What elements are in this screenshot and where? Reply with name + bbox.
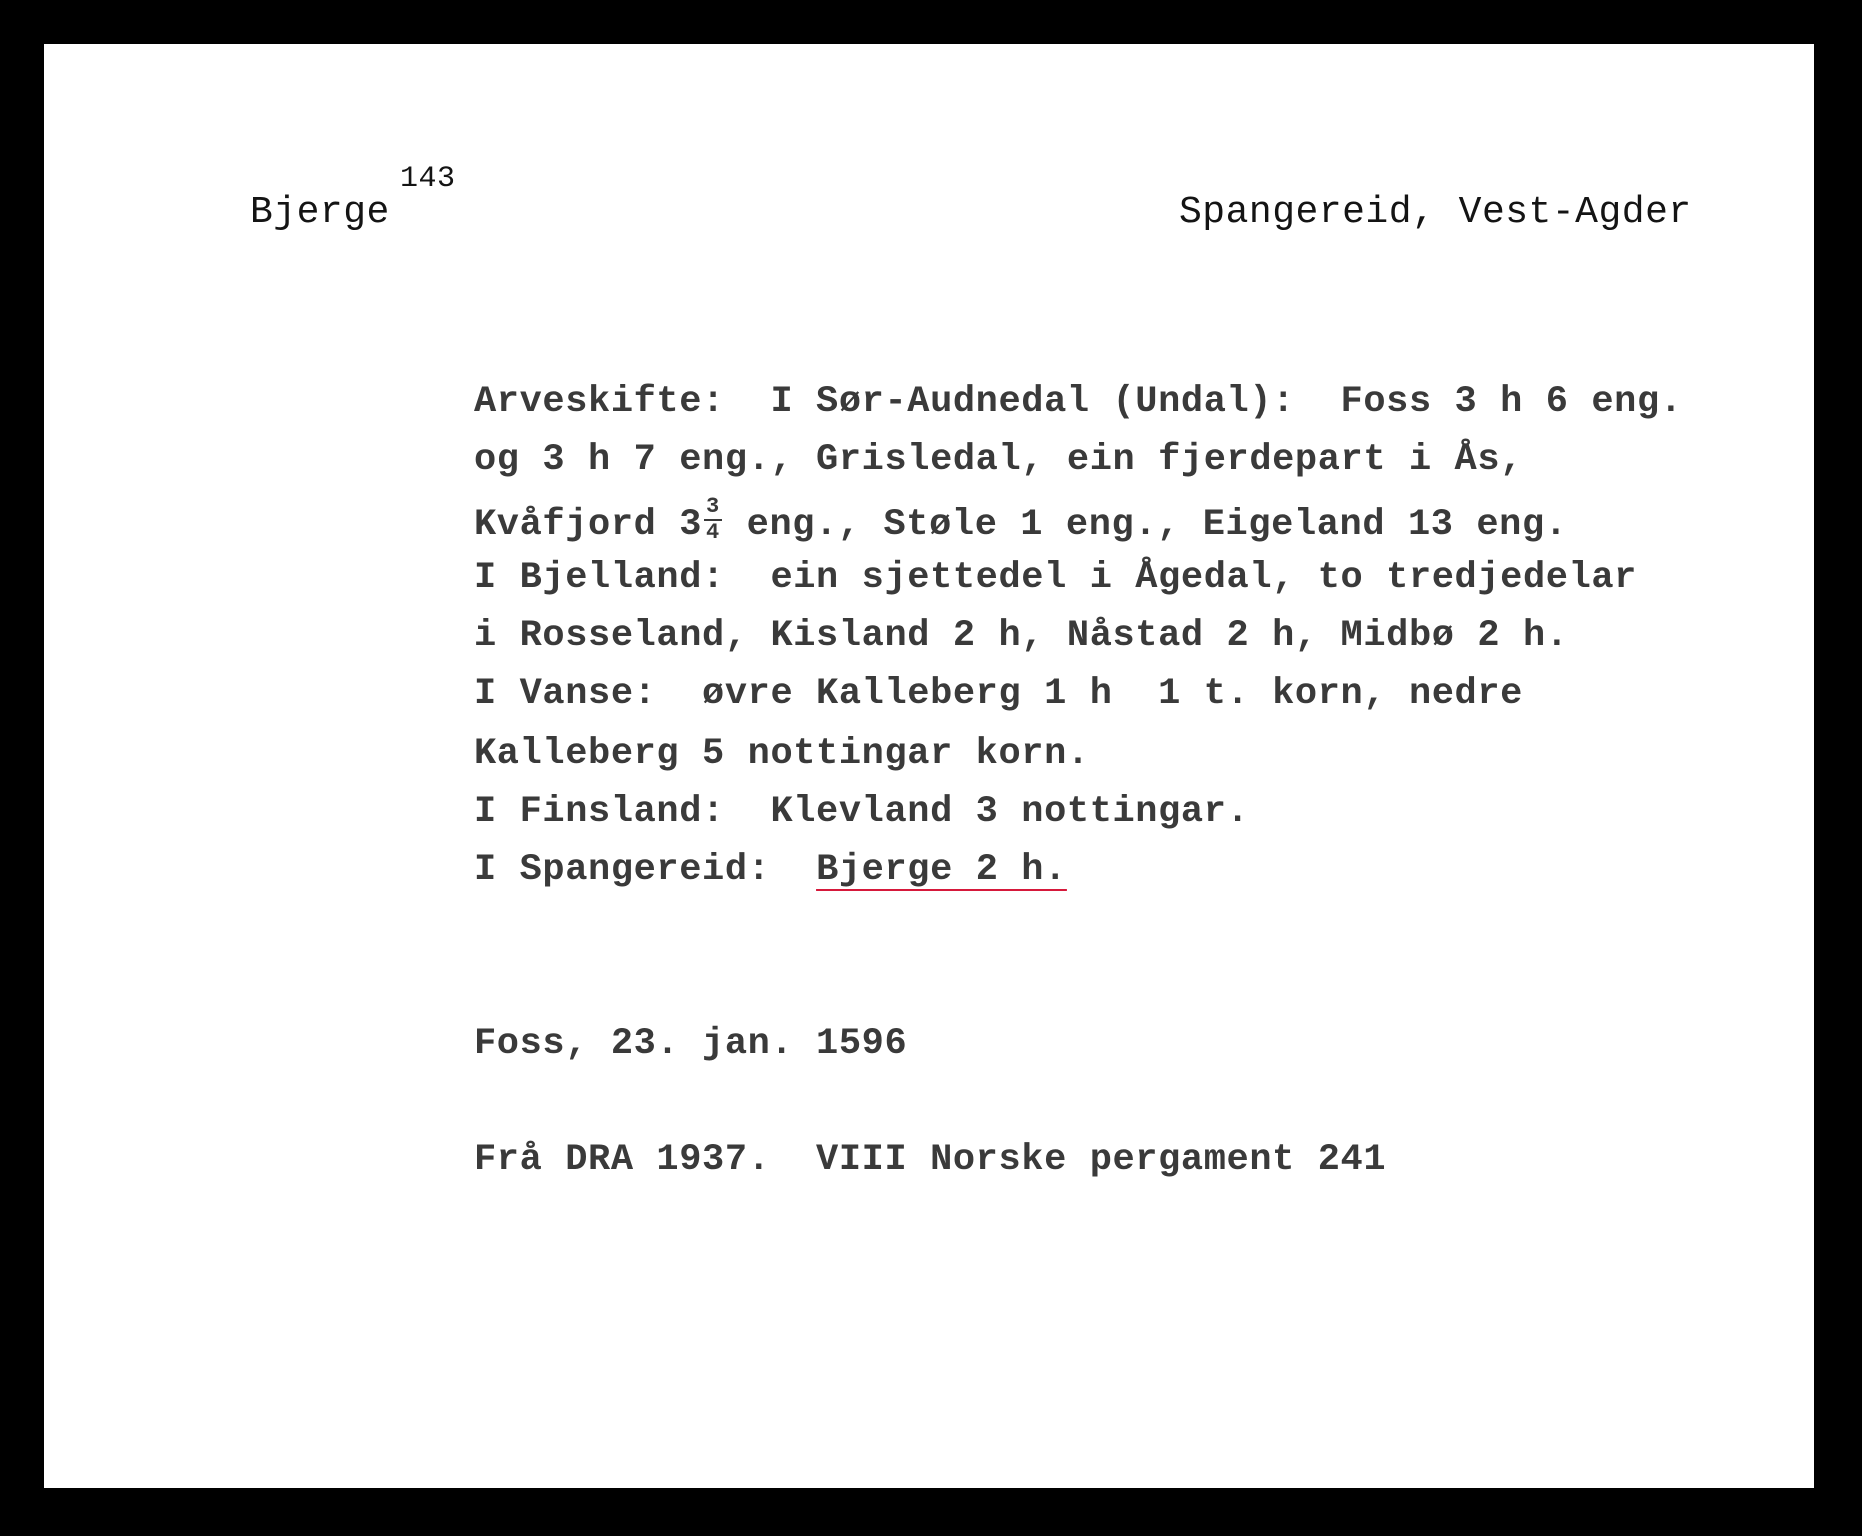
source-line: Frå DRA 1937. VIII Norske pergament 241 xyxy=(474,1139,1387,1181)
text-line-5: i Rosseland, Kisland 2 h, Nåstad 2 h, Midbø 2 h. xyxy=(474,615,1569,657)
card-header-farm xyxy=(250,162,456,234)
text-line-1: Arveskifte: I Sør-Audnedal (Undal): Foss 3 h 6 eng. xyxy=(474,381,1683,423)
text-line-3 xyxy=(474,494,1568,548)
index-card xyxy=(44,44,1814,1488)
underlined-entry: Bjerge 2 h. xyxy=(816,849,1067,891)
date-line: Foss, 23. jan. 1596 xyxy=(474,1023,908,1065)
text-line-2: og 3 h 7 eng., Grisledal, ein fjerdepart i Ås, xyxy=(474,439,1523,481)
card-header-location: Spangereid, Vest-Agder xyxy=(1179,191,1692,234)
fraction-denominator: 4 xyxy=(706,520,720,545)
text-line-7: Kalleberg 5 nottingar korn. xyxy=(474,733,1090,775)
text-line-9-pre: I Spangereid: xyxy=(474,849,817,891)
text-line-3-post: eng., Støle 1 eng., Eigeland 13 eng. xyxy=(723,503,1568,546)
text-line-3-pre: Kvåfjord 3 xyxy=(474,503,703,546)
fraction xyxy=(704,496,722,544)
farm-name: Bjerge xyxy=(250,191,390,234)
text-line-9 xyxy=(474,849,1067,891)
text-line-8: I Finsland: Klevland 3 nottingar. xyxy=(474,791,1250,833)
fraction-numerator: 3 xyxy=(706,494,720,519)
text-line-4: I Bjelland: ein sjettedel i Ågedal, to tredjedelar xyxy=(474,557,1637,599)
farm-number: 143 xyxy=(400,162,456,196)
text-line-6: I Vanse: øvre Kalleberg 1 h 1 t. korn, nedre xyxy=(474,673,1523,715)
